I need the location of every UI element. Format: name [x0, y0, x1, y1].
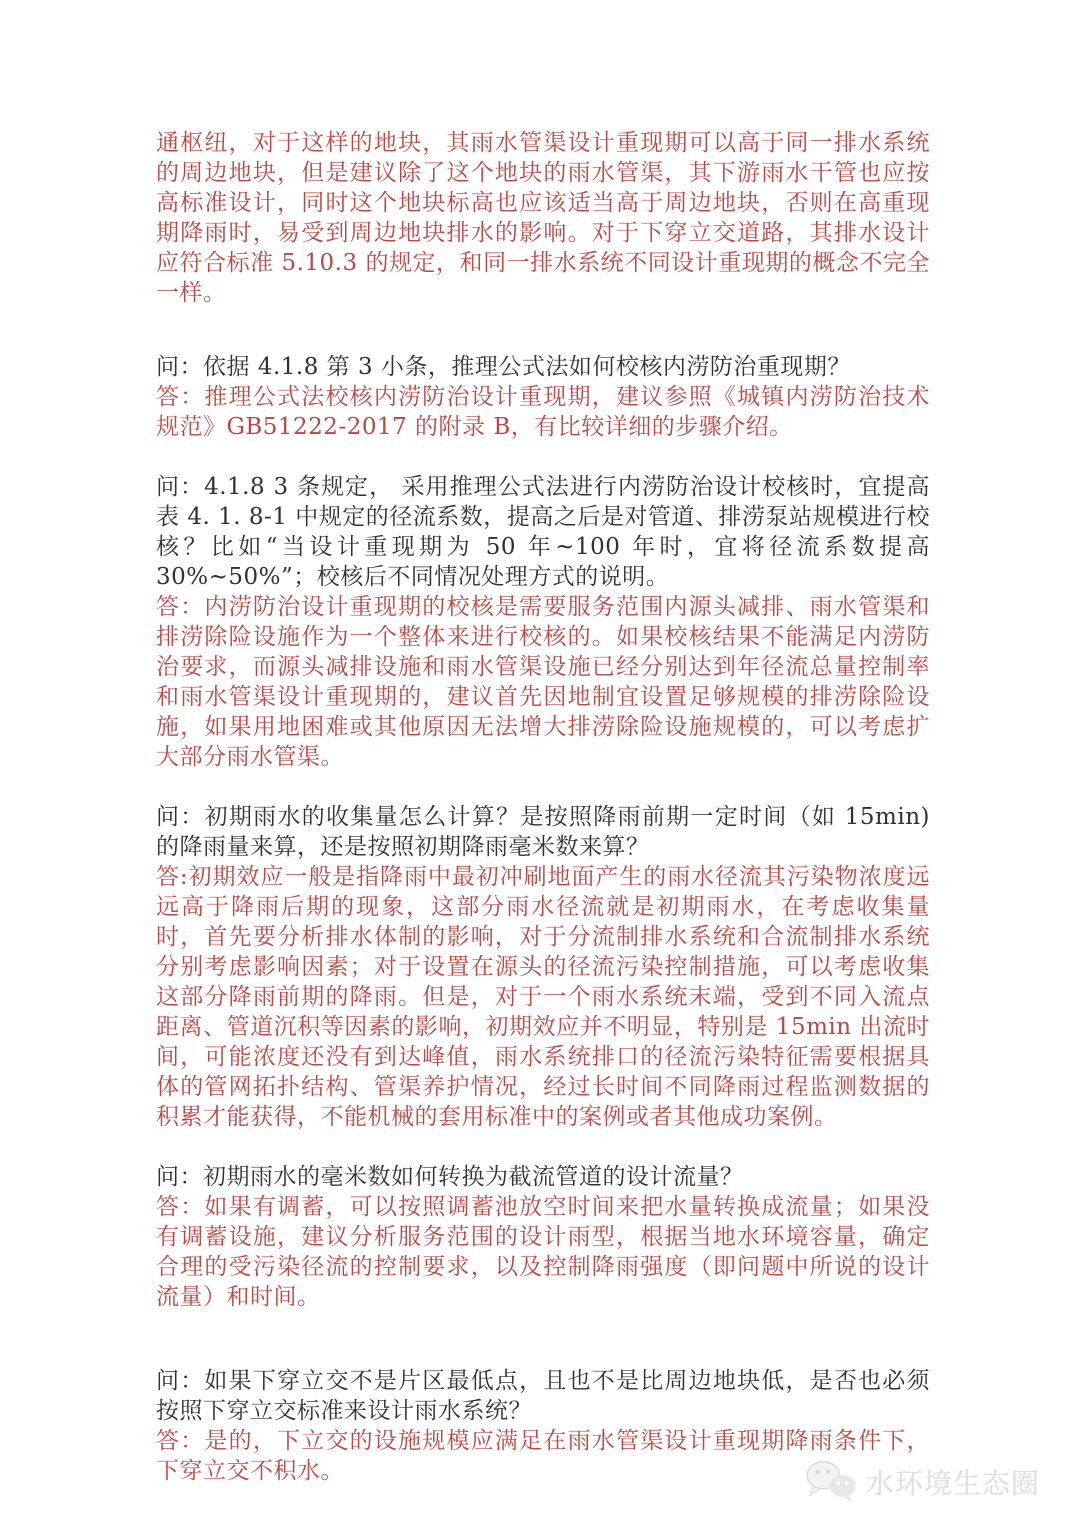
- answer-continuation-paragraph: 通枢纽，对于这样的地块，其雨水管渠设计重现期可以高于同一排水系统的周边地块，但是建议除了这个地块的雨水管渠，其下游雨水干管也应按高标准设计，同时这个地块标高也应该适当高于周边地块，否则在高重现期降雨时，易受到周边地块排水的影响。对于下穿立交道路，其排水设计应符合标准 5.10.3 的规定，和同一排水系统不同设计重现期的概念不完全一样。: [156, 130, 930, 306]
- question-text: 问：如果下穿立交不是片区最低点，且也不是比周边地块低，是否也必须按照下穿立交标准来设计雨水系统？: [156, 1368, 930, 1424]
- answer-text: 答：内涝防治设计重现期的校核是需要服务范围内源头减排、雨水管渠和排涝除险设施作为一个整体来进行校核的。如果校核结果不能满足内涝防治要求，而源头减排设施和雨水管渠设施已经分别达到年径流总量控制率和雨水管渠设计重现期的，建议首先因地制宜设置足够规模的排涝除险设施，如果用地困难或其他原因无法增大排涝除险设施规模的，可以考虑扩大部分雨水管渠。: [156, 594, 930, 770]
- answer-text: 答：推理公式法校核内涝防治设计重现期，建议参照《城镇内涝防治技术规范》GB51222-2017 的附录 B，有比较详细的步骤介绍。: [156, 384, 930, 440]
- document-content: [156, 128, 930, 1516]
- watermark: [803, 1459, 1040, 1505]
- qa-block: [156, 472, 930, 772]
- answer-text: 答:初期效应一般是指降雨中最初冲刷地面产生的雨水径流其污染物浓度远远高于降雨后期的现象，这部分雨水径流就是初期雨水，在考虑收集量时，首先要分析排水体制的影响，对于分流制排水系统和合流制排水系统分别考虑影响因素；对于设置在源头的径流污染控制措施，可以考虑收集这部分降雨前期的降雨。但是，对于一个雨水系统末端，受到不同入流点距离、管道沉积等因素的影响，初期效应并不明显，特别是 15min 出流时间，可能浓度还没有到达峰值，雨水系统排口的径流污染特征需要根据具体的管网拓扑结构、管渠养护情况，经过长时间不同降雨过程监测数据的积累才能获得，不能机械的套用标准中的案例或者其他成功案例。: [156, 864, 930, 1130]
- qa-block: [156, 352, 930, 442]
- question-text: 问：初期雨水的收集量怎么计算？是按照降雨前期一定时间（如 15min)的降雨量来算，还是按照初期降雨毫米数来算？: [156, 804, 930, 860]
- watermark-text: 水环境生态圈: [865, 1467, 1040, 1500]
- qa-block: [156, 1162, 930, 1312]
- question-text: 问：4.1.8 3 条规定， 采用推理公式法进行内涝防治设计校核时，宜提高表 4. 1. 8-1 中规定的径流系数，提高之后是对管道、排涝泵站规模进行校核？比如“当设计重现期为 50 年~100 年时，宜将径流系数提高 30%~50%”；校核后不同情况处理方式的说明。: [156, 474, 930, 590]
- question-text: 问：依据 4.1.8 第 3 小条，推理公式法如何校核内涝防治重现期？: [156, 354, 851, 380]
- wechat-icon: [803, 1459, 861, 1505]
- qa-block: [156, 802, 930, 1132]
- answer-text: 答：是的，下立交的设施规模应满足在雨水管渠设计重现期降雨条件下，下穿立交不积水。: [156, 1428, 930, 1484]
- answer-text: 答：如果有调蓄，可以按照调蓄池放空时间来把水量转换成流量；如果没有调蓄设施，建议分析服务范围的设计雨型，根据当地水环境容量，确定合理的受污染径流的控制要求，以及控制降雨强度（即问题中所说的设计流量）和时间。: [156, 1194, 930, 1310]
- question-text: 问：初期雨水的毫米数如何转换为截流管道的设计流量？: [156, 1164, 744, 1190]
